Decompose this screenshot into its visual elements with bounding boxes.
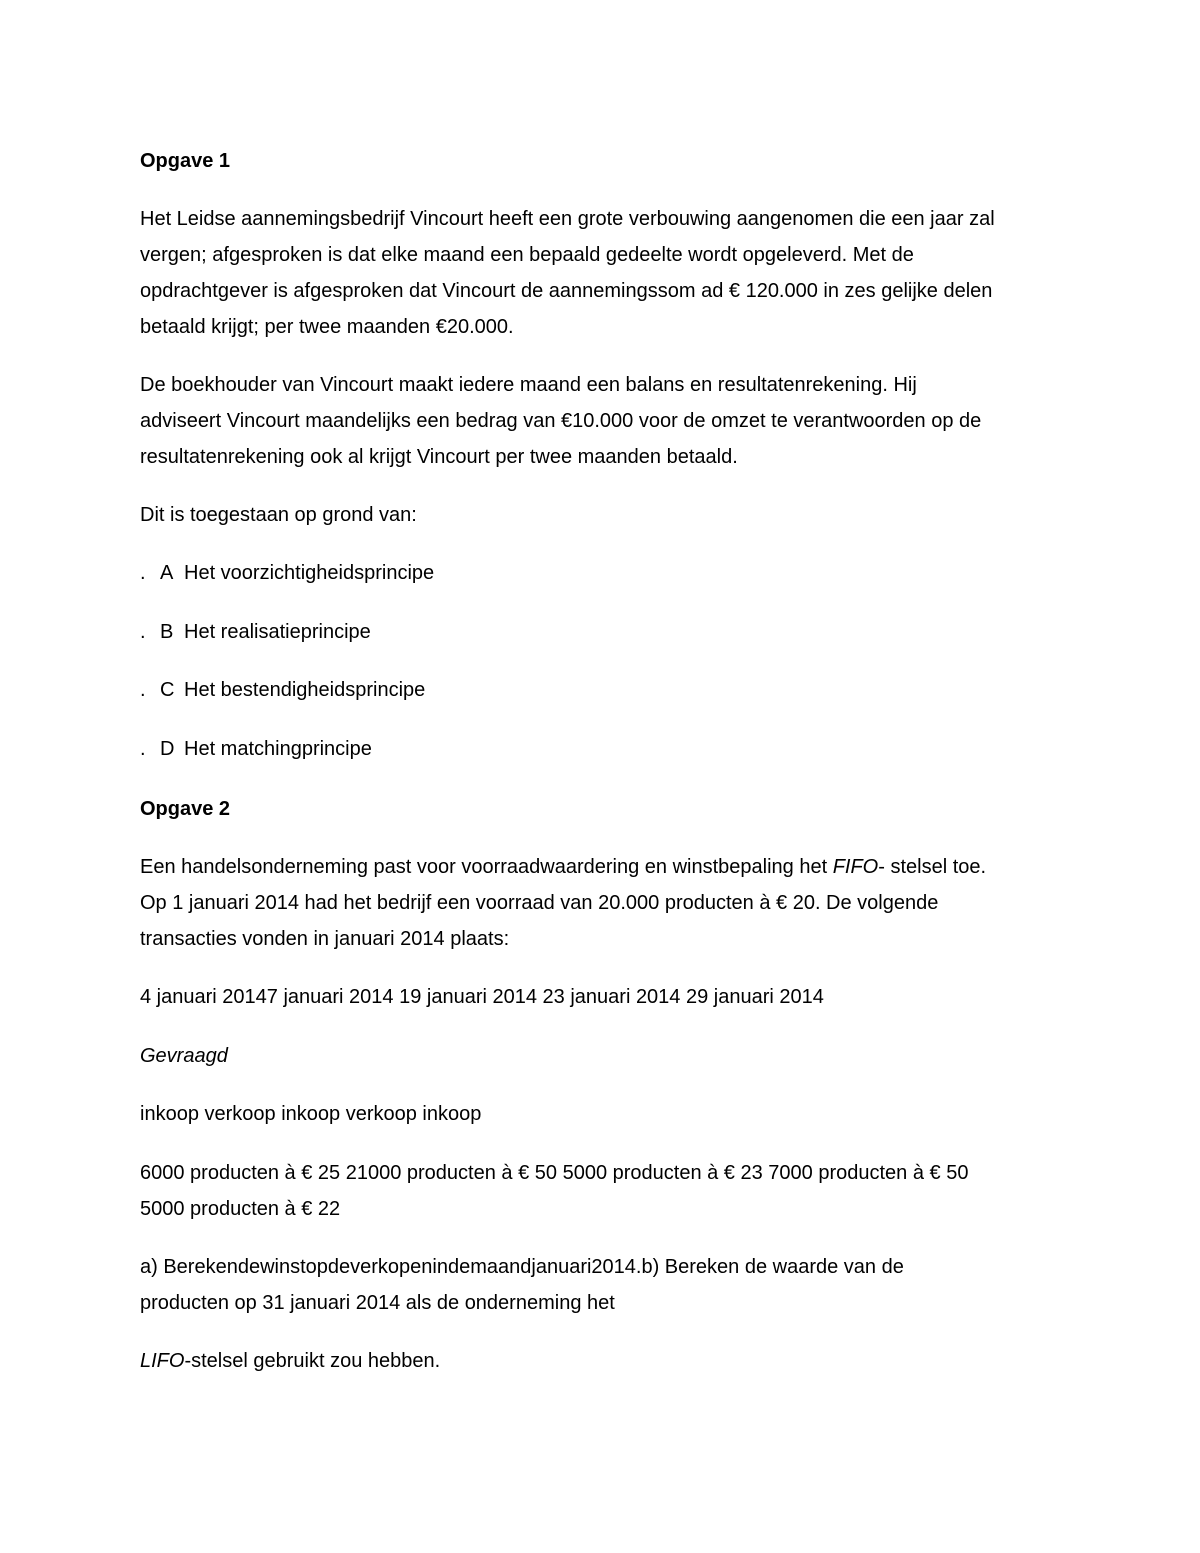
- option-letter: D: [160, 738, 175, 760]
- q2-amounts-line1: 6000 producten à € 25 21000 producten à € 50 5000 producten à € 23 7000 producten à € 50: [140, 1162, 969, 1184]
- q2-last-line: [140, 1343, 440, 1379]
- option-bullet: .: [140, 621, 146, 643]
- q1-p1-line3: opdrachtgever is afgesproken dat Vincourt de aannemingssom ad € 120.000 in zes gelijke delen: [140, 280, 993, 302]
- q1-option-d: [140, 731, 372, 767]
- option-bullet: .: [140, 679, 146, 701]
- q2-p1-line1: [140, 849, 986, 885]
- option-text: Het matchingprincipe: [184, 738, 372, 760]
- q2-p1-pre: Een handelsonderneming past voor voorraadwaardering en winstbepaling het: [140, 856, 833, 878]
- q1-prompt: Dit is toegestaan op grond van:: [140, 504, 417, 526]
- q2-amounts-line2: 5000 producten à € 22: [140, 1198, 341, 1220]
- option-text: Het realisatieprincipe: [184, 621, 371, 643]
- q1-p1-line4: betaald krijgt; per twee maanden €20.000.: [140, 316, 514, 338]
- q2-dates: 4 januari 20147 januari 2014 19 januari 2014 23 januari 2014 29 januari 2014: [140, 986, 824, 1008]
- q2-types: inkoop verkoop inkoop verkoop inkoop: [140, 1103, 482, 1125]
- option-text: Het bestendigheidsprincipe: [184, 679, 426, 701]
- q1-option-a: [140, 555, 434, 591]
- q2-gevraagd-text: Gevraagd: [140, 1045, 228, 1067]
- q2-last-rest: -stelsel gebruikt zou hebben.: [184, 1350, 441, 1372]
- q2-lifo-term: LIFO: [140, 1350, 185, 1372]
- option-letter: B: [160, 621, 174, 643]
- q2-p1-line2: Op 1 januari 2014 had het bedrijf een voorraad van 20.000 producten à € 20. De volgende: [140, 892, 939, 914]
- option-bullet: .: [140, 738, 146, 760]
- q2-question-line1: a) Berekendewinstopdeverkopenindemaandjanuari2014.b) Bereken de waarde van de: [140, 1256, 904, 1278]
- q1-option-c: [140, 672, 425, 708]
- option-letter: C: [160, 679, 175, 701]
- q1-p1-line1: Het Leidse aannemingsbedrijf Vincourt heeft een grote verbouwing aangenomen die een jaar zal: [140, 208, 995, 230]
- q2-p1-line3: transacties vonden in januari 2014 plaats:: [140, 928, 510, 950]
- q2-title: Opgave 2: [140, 798, 231, 820]
- q1-p2-line2: adviseert Vincourt maandelijks een bedrag van €10.000 voor de omzet te verantwoorden op de: [140, 410, 982, 432]
- q2-gevraagd: [140, 1038, 228, 1074]
- q1-option-b: [140, 614, 371, 650]
- q1-p2-line3: resultatenrekening ook al krijgt Vincourt per twee maanden betaald.: [140, 446, 738, 468]
- q2-fifo-term: FIFO: [832, 856, 879, 878]
- q1-p1-line2: vergen; afgesproken is dat elke maand een bepaald gedeelte wordt opgeleverd. Met de: [140, 244, 914, 266]
- option-bullet: .: [140, 562, 146, 584]
- q1-title: Opgave 1: [140, 150, 231, 172]
- option-letter: A: [160, 562, 174, 584]
- q2-question-line2: producten op 31 januari 2014 als de onderneming het: [140, 1292, 615, 1314]
- q2-p1-post: - stelsel toe.: [878, 856, 987, 878]
- q1-p2-line1: De boekhouder van Vincourt maakt iedere maand een balans en resultatenrekening. Hij: [140, 374, 917, 396]
- option-text: Het voorzichtigheidsprincipe: [184, 562, 435, 584]
